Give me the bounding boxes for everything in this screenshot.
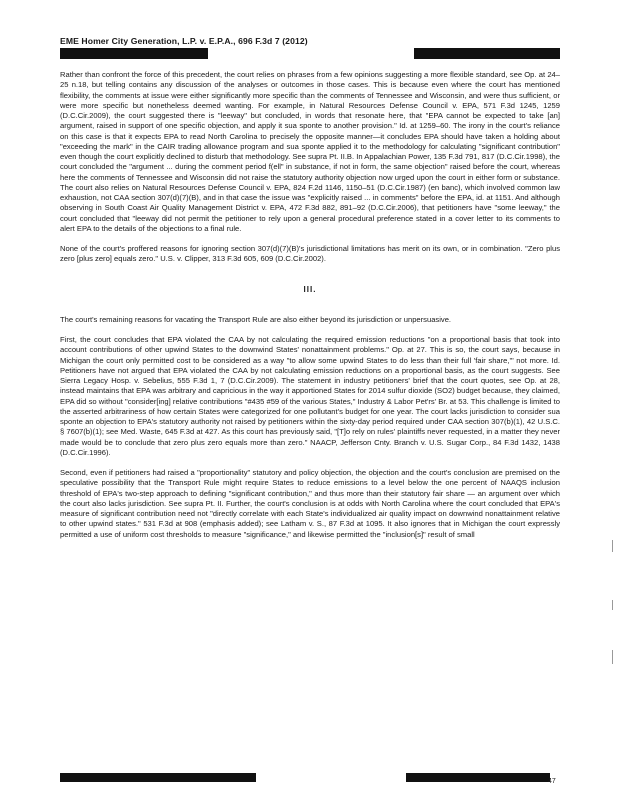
paragraph-proffered-reasons: None of the court's proffered reasons for ignoring section 307(d)(7)(B)'s jurisdictional limitations has merit on its own, or in combination. "Zero plus zero [plus zero] equals zero." U.S. v. Clipper, 313 F.3d 605, 609 (D.C.Cir.2002). <box>60 244 560 264</box>
document-body <box>60 70 560 550</box>
section-heading: III. <box>303 284 317 294</box>
margin-mark <box>612 650 613 664</box>
paragraph-precedent: Rather than confront the force of this precedent, the court relies on phrases from a few opinions suggesting a more flexible standard, see Op. at 24–25 n.18, but telling contains any discussion of the analyses or outcomes in those cases. This is because even where the court has mentioned flexibility, the comments at issue were either significantly more specific than the comments of Tennessee and Wisconsin, and were thus sufficient, or were more specific but nonetheless deemed wanting. For example, in Natural Resources Defense Council v. EPA, 571 F.3d 1245, 1259 (D.C.Cir.2009), the court suggested there is "leeway" but concluded, in words that resonate here, that "EPA cannot be expected to take [an] argument, raised in support of one specific objection, and apply it sua sponte to another provision." Id. at 1259–60. The irony in the court's reliance on this case is that it expects EPA to read North Carolina to precisely the opposite manner—it concludes EPA should have taken a holding about "exceeding the mark" in the CAIR trading allowance program and sua sponte applied it to the methodology for calculating "significant contribution" even though the court explicitly declined to disturb that methodology. See supra Pt. II.B. In Appalachian Power, 135 F.3d 791, 817 (D.C.Cir.1998), the court concluded the "argument ... during the comment period f(ell" in substance, if not in form, the same objection" raised before the court, whereas here the comments of Tennessee and Wisconsin did not raise the statutory authority objection now urged upon the court in either form or substance. The court also relies on Natural Resources Defense Council v. EPA, 824 F.2d 1146, 1150–51 (D.C.Cir.1987) (en banc), which involved common law exhaustion, not CAA section 307(d)(7)(B), and in that case the issue was "explicitly raised ... in comments" before the EPA, id. at 1151. And although observing in South Coast Air Quality Management District v. EPA, 472 F.3d 882, 891–92 (D.C.Cir.2006), that petitioners have "some leeway," the court concluded that "leeway did not permit the petitioner to rely upon a general procedural preference stated in a cover letter to its comments to alert EPA to the details of the objections to a final rule. <box>60 70 560 233</box>
running-header: EME Homer City Generation, L.P. v. E.P.A., 696 F.3d 7 (2012) <box>60 36 308 46</box>
margin-mark <box>612 540 613 552</box>
paragraph-first: First, the court concludes that EPA violated the CAA by not calculating the required emission reductions "on a proportional basis that took into account contributions of other upwind States to the downwind States' nonattainment problems." Op. at 27. This is so, the court says, because in Michigan the court only permitted cost to be considered as a way "to allow some upwind States to do less than their full 'fair share,'" not more. Id. Petitioners have not argued that EPA violated the CAA by not calculating emission reductions on a proportional basis, as the court suggests. See Sierra Legacy Hosp. v. Sebelius, 555 F.3d 1, 7 (D.C.Cir.2009). The statement in industry petitioners' brief that the court quotes, see Op. at 28, instead maintains that EPA was arbitrary and capricious in the way it apportioned States for 2014 sulfur dioxide (SO2) budget because, they claimed, EPA did so without "consider[ing] relative contributions "#435 #59 of the various States," Industry & Labor Pet'rs' Br. at 53. This challenge is limited to the asserted arbitrariness of how certain States were categorized for one pollutant's budget for one year. The court lacks jurisdiction to consider sua sponte an objection to EPA's statutory authority not raised by petitioners within the sixty-day period required under CAA section 307(b)(1), 42 U.S.C. § 7607(b)(1); see Med. Waste, 645 F.3d at 427. As this court has previously said, "[T]o rely on rules' plaintiffs never requested, in a matter they never made would be to conclude that zero plus zero equals more than zero." NAACP, Jefferson Cnty. Branch v. U.S. Sugar Corp., 84 F.3d 1432, 1438 (D.C.Cir.1996). <box>60 335 560 457</box>
page-number: 47 <box>548 778 556 785</box>
footer-redaction-bar <box>60 773 550 782</box>
header-redaction-bar <box>60 48 560 59</box>
paragraph-remaining-reasons: The court's remaining reasons for vacating the Transport Rule are also either beyond its jurisdiction or unpersuasive. <box>60 314 452 324</box>
margin-mark <box>612 600 613 610</box>
paragraph-second: Second, even if petitioners had raised a "proportionality" statutory and policy objection, the objection and the court's conclusion are premised on the speculative possibility that the Transport Rule might require States to reduce emissions to a level below the one percent of NAAQS inclusion threshold of EPA's two-step approach to defining "significant contribution," and thus more than their statutory fair share — an argument over which the court also lacks jurisdiction. See supra Pt. II. Further, the court's conclusion is at odds with North Carolina where the court concluded that EPA's measure of significant contribution need not "directly correlate with each State's individualized air quality impact on downwind nonattainment relative to other upwind states." 531 F.3d at 908 (emphasis added); see Latham v. S., 87 F.3d at 1095. It also ignores that in Michigan the court expressly permitted a use of uniform cost thresholds to measure "significance," and likewise permitted the "inclusion[s]" result of small <box>60 468 560 539</box>
